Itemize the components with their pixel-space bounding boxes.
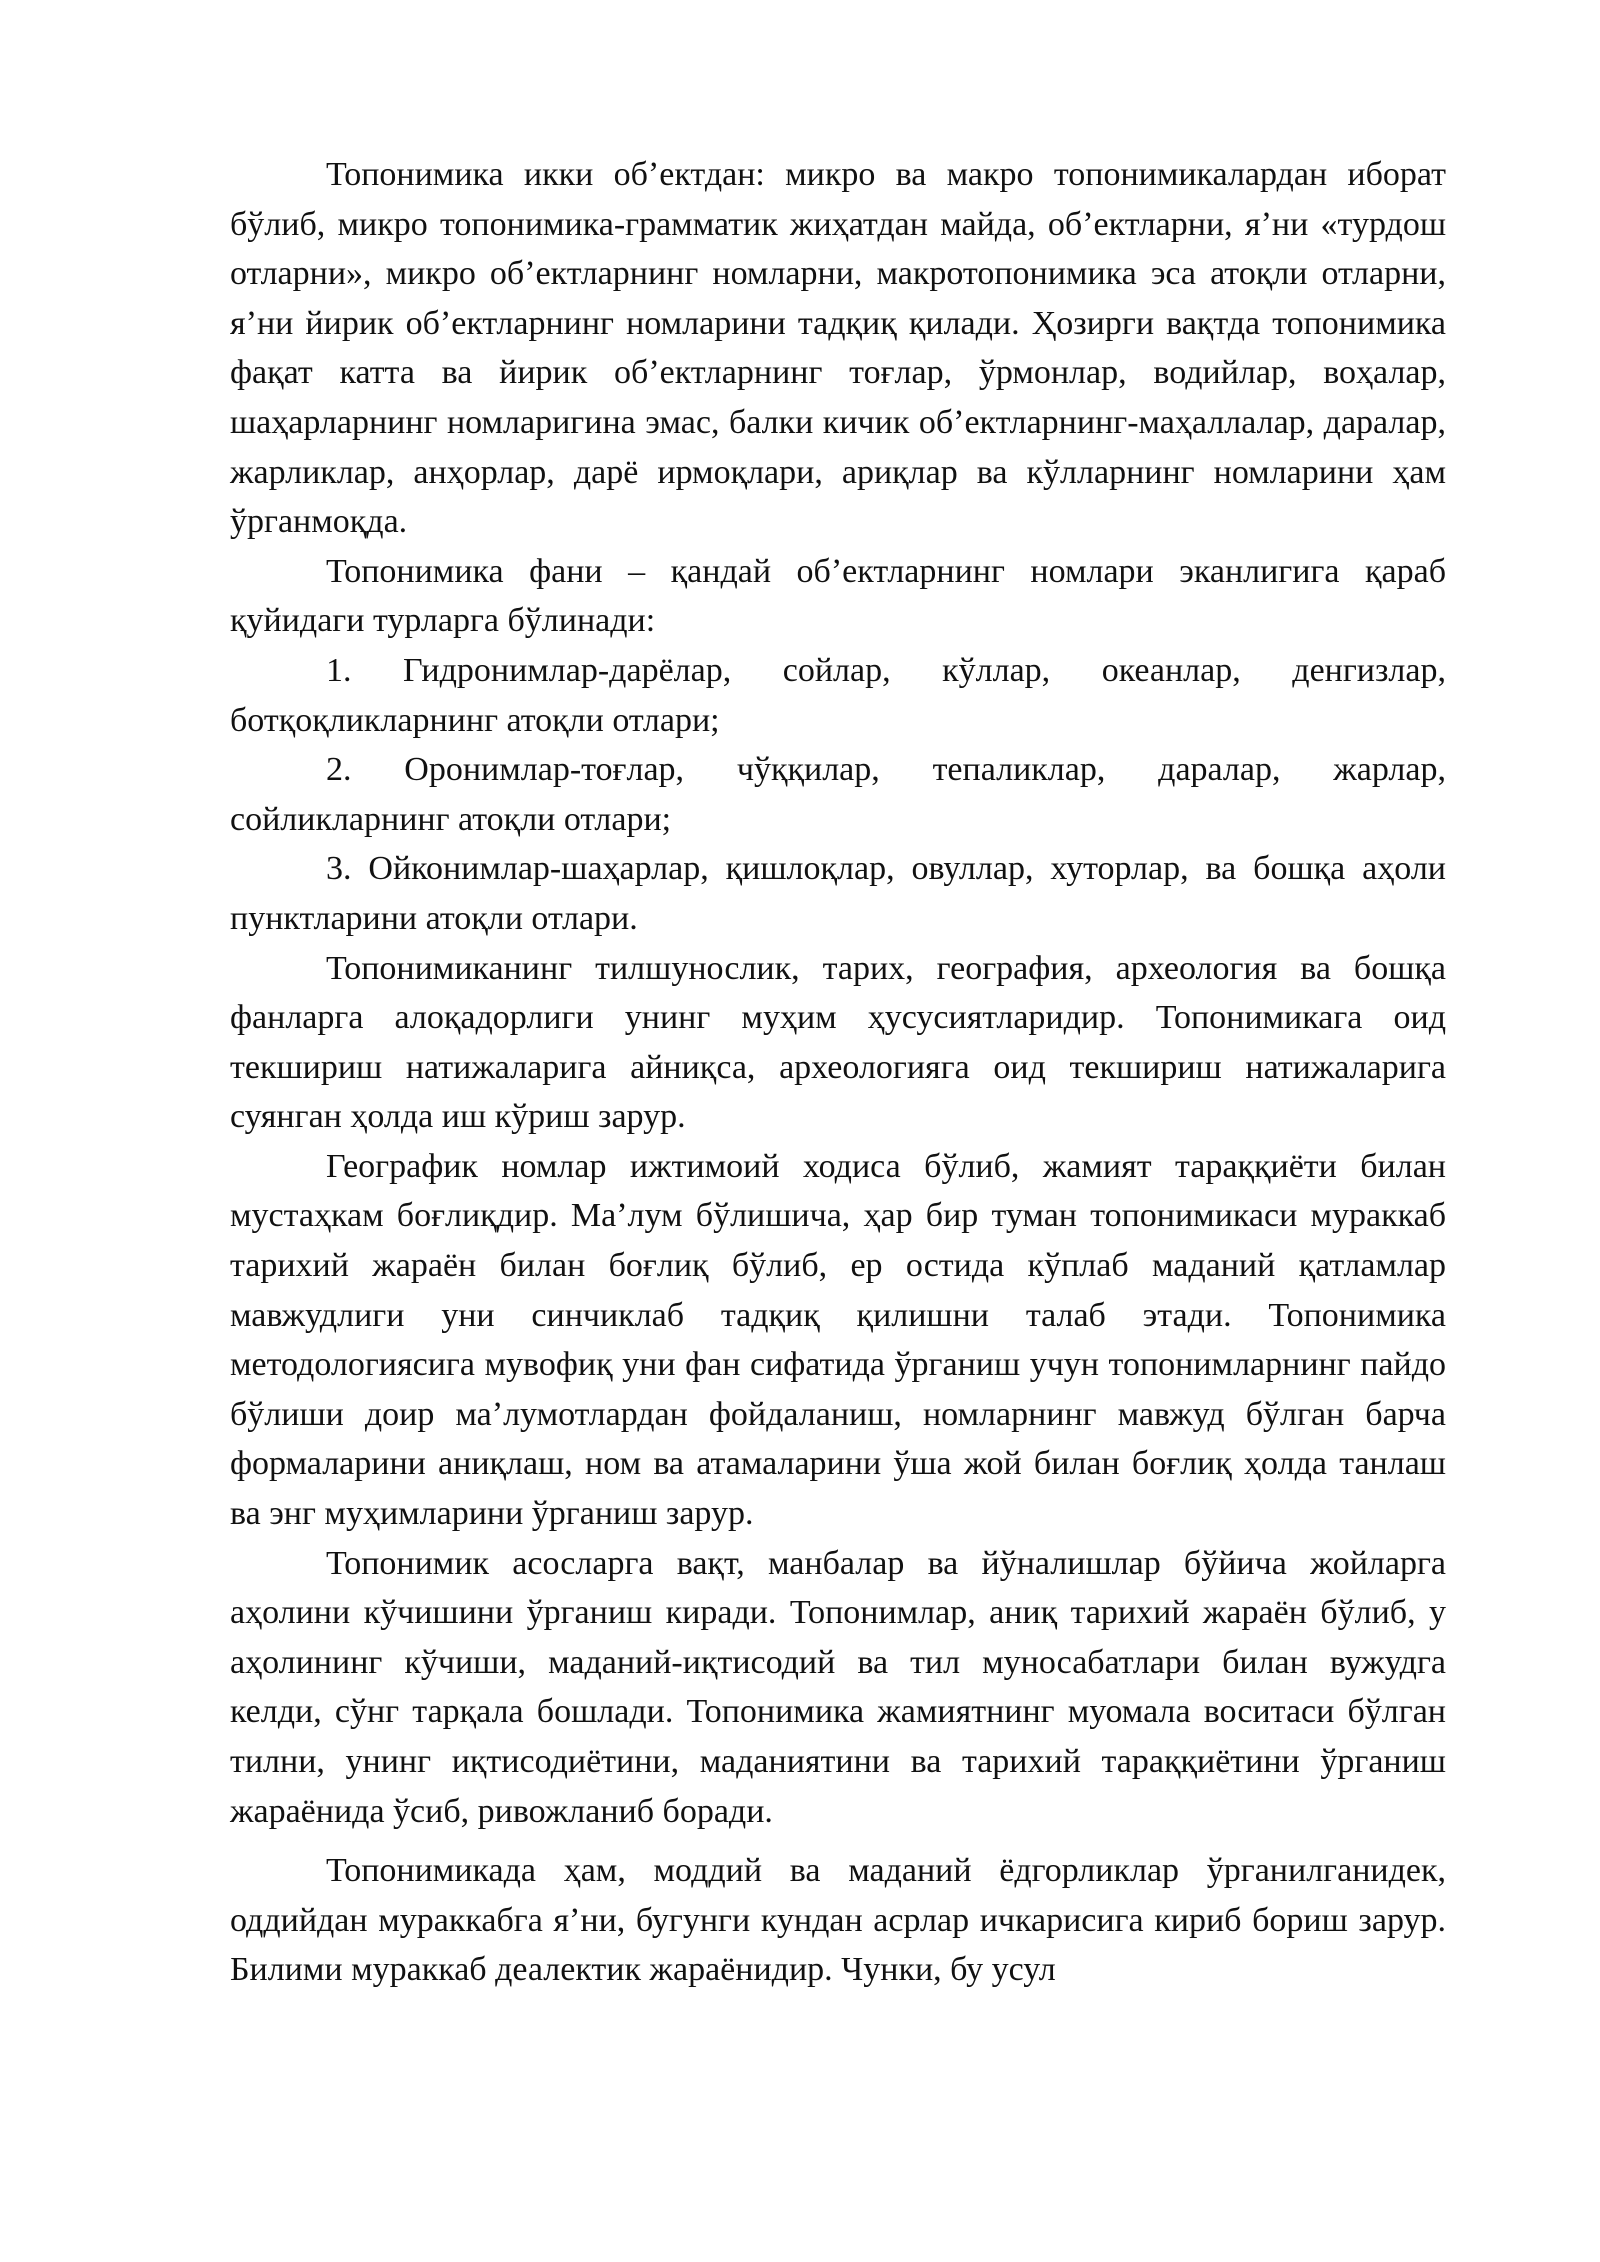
- paragraph-toponymics-definition: Топонимика икки обʼектдан: микро ва макро топонимикалардан иборат бўлиб, микро топонимика-грамматик жиҳатдан майда, обʼектларни, яʼни «турдош отларни», микро обʼектларнинг номларни, макротопонимика эса атоқли отларни, яʼни йирик обʼектларнинг номларини тадқиқ қилади. Ҳозирги вақтда топонимика фақат катта ва йирик обʼектларнинг тоғлар, ўрмонлар, водийлар, воҳалар, шаҳарларнинг номларигина эмас, балки кичик обʼектларнинг-маҳаллалар, даралар, жарликлар, анҳорлар, дарё ирмоқлари, ариқлар ва кўлларнинг номларини ҳам ўрганмоқда.: [230, 156, 1446, 541]
- paragraph-toponymics-types-intro: Топонимика фани – қандай обʼектларнинг номлари эканлигига қараб қуйидаги турларга бўлинади:: [230, 552, 1446, 640]
- list-item-hydronyms: 1. Гидронимлар-дарёлар, сойлар, кўллар, океанлар, денгизлар, ботқоқликларнинг атоқли отлари;: [230, 651, 1446, 739]
- list-item-oikonyms: 3. Ойконимлар-шаҳарлар, қишлоқлар, овуллар, хуторлар, ва бошқа аҳоли пунктларини атоқли отлари.: [230, 850, 1446, 937]
- paragraph-interdisciplinary: Топонимиканинг тилшунослик, тарих, география, археология ва бошқа фанларга алоқадорлиги унинг муҳим ҳусусиятларидир. Топонимикага оид текшириш натижаларига айниқса, археологияга оид текшириш натижаларига суянган ҳолда иш кўриш зарур.: [230, 949, 1446, 1136]
- document-page: [230, 150, 1446, 1995]
- paragraph-research-method: Топонимикада ҳам, моддий ва маданий ёдгорликлар ўрганилганидек, оддийдан мураккабга яʼни, бугунги кундан асрлар ичкарисига кириб бориш зарур. Билими мураккаб деалектик жараёнидир. Чунки, бу усул: [230, 1852, 1446, 1989]
- list-item-oronyms: 2. Оронимлар-тоғлар, чўққилар, тепаликлар, даралар, жарлар, сойликларнинг атоқли отлари;: [230, 751, 1446, 838]
- paragraph-toponymic-foundations: Топонимик асосларга вақт, манбалар ва йўналишлар бўйича жойларга аҳолини кўчишини ўрганиш киради. Топонимлар, аниқ тарихий жараён бўлиб, у аҳолининг кўчиши, маданий-иқтисодий ва тил муносабатлари билан вужудга келди, сўнг тарқала бошлади. Топонимика жамиятнинг муомала воситаси бўлган тилни, унинг иқтисодиётини, маданиятини ва тарихий тараққиётини ўрганиш жараёнида ўсиб, ривожланиб боради.: [230, 1544, 1446, 1830]
- paragraph-geographic-names: Географик номлар ижтимоий ходиса бўлиб, жамият тараққиёти билан мустаҳкам боғлиқдир. Маʼлум бўлишича, ҳар бир туман топонимикаси мураккаб тарихий жараён билан боғлиқ бўлиб, ер остида кўплаб маданий қатламлар мавжудлиги уни синчиклаб тадқиқ қилишни талаб этади. Топонимика методологиясига мувофиқ уни фан сифатида ўрганиш учун топонимларнинг пайдо бўлиши доир маʼлумотлардан фойдаланиш, номларнинг мавжуд бўлган барча формаларини аниқлаш, ном ва атамаларини ўша жой билан боғлиқ ҳолда танлаш ва энг муҳимларини ўрганиш зарур.: [230, 1147, 1446, 1533]
